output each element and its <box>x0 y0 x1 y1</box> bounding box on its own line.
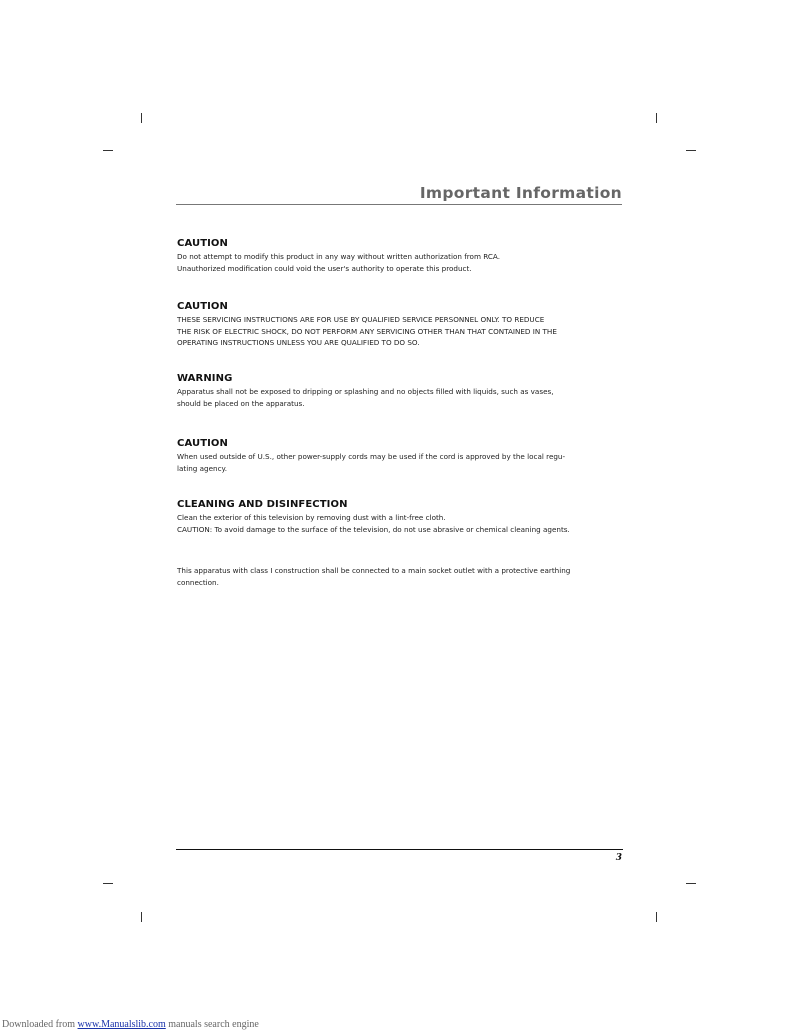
section-line: This apparatus with class I construction shall be connected to a main socket outlet with a protective earthing <box>177 566 571 575</box>
section-caution-power-cord <box>177 438 623 474</box>
footer-prefix: Downloaded from <box>2 1019 78 1030</box>
section-heading: CAUTION <box>177 238 229 249</box>
section-line: OPERATING INSTRUCTIONS UNLESS YOU ARE QUALIFIED TO DO SO. <box>177 338 420 347</box>
section-line: CAUTION: To avoid damage to the surface of the television, do not use abrasive or chemical cleaning agents. <box>177 524 570 534</box>
section-caution-modification <box>177 238 623 274</box>
section-heading: CAUTION <box>177 301 229 312</box>
page-number: 3 <box>615 853 622 863</box>
section-heading: CLEANING AND DISINFECTION <box>177 499 348 510</box>
footer-rule <box>176 849 623 850</box>
section-caution-servicing <box>177 301 623 349</box>
page-title: Important Information <box>419 184 622 202</box>
section-line: Do not attempt to modify this product in any way without written authorization from RCA. <box>177 252 500 261</box>
section-line: When used outside of U.S., other power-supply cords may be used if the cord is approved by the local regu- <box>177 452 566 461</box>
header-rule <box>176 204 622 205</box>
section-line: lating agency. <box>177 463 228 473</box>
section-class-i-construction <box>177 565 623 588</box>
section-line: Unauthorized modification could void the user's authority to operate this product. <box>177 263 472 273</box>
section-warning <box>177 373 623 409</box>
section-heading: CAUTION <box>177 438 229 449</box>
section-line: THESE SERVICING INSTRUCTIONS ARE FOR USE BY QUALIFIED SERVICE PERSONNEL ONLY. TO REDUCE <box>177 315 545 324</box>
section-line: Clean the exterior of this television by removing dust with a lint-free cloth. <box>177 513 446 522</box>
section-line: THE RISK OF ELECTRIC SHOCK, DO NOT PERFORM ANY SERVICING OTHER THAN THAT CONTAINED IN THE <box>177 326 557 336</box>
crop-mark-bottom-right-vertical <box>656 912 657 922</box>
footer-suffix: manuals search engine <box>165 1019 259 1030</box>
section-heading: WARNING <box>177 373 233 384</box>
crop-mark-bottom-left-vertical <box>141 912 142 922</box>
crop-mark-top-left-horizontal <box>103 150 113 151</box>
section-cleaning <box>177 499 623 535</box>
download-footer <box>2 1019 259 1030</box>
crop-mark-top-right-horizontal <box>686 150 696 151</box>
section-line: Apparatus shall not be exposed to dripping or splashing and no objects filled with liquids, such as vases, <box>177 387 554 396</box>
section-line: connection. <box>177 577 219 587</box>
crop-mark-bottom-right-horizontal <box>686 883 696 884</box>
manualslib-link[interactable]: www.Manualslib.com <box>77 1019 166 1030</box>
section-line: should be placed on the apparatus. <box>177 398 305 408</box>
crop-mark-top-left-vertical <box>141 113 142 123</box>
crop-mark-bottom-left-horizontal <box>103 883 113 884</box>
crop-mark-top-right-vertical <box>656 113 657 123</box>
